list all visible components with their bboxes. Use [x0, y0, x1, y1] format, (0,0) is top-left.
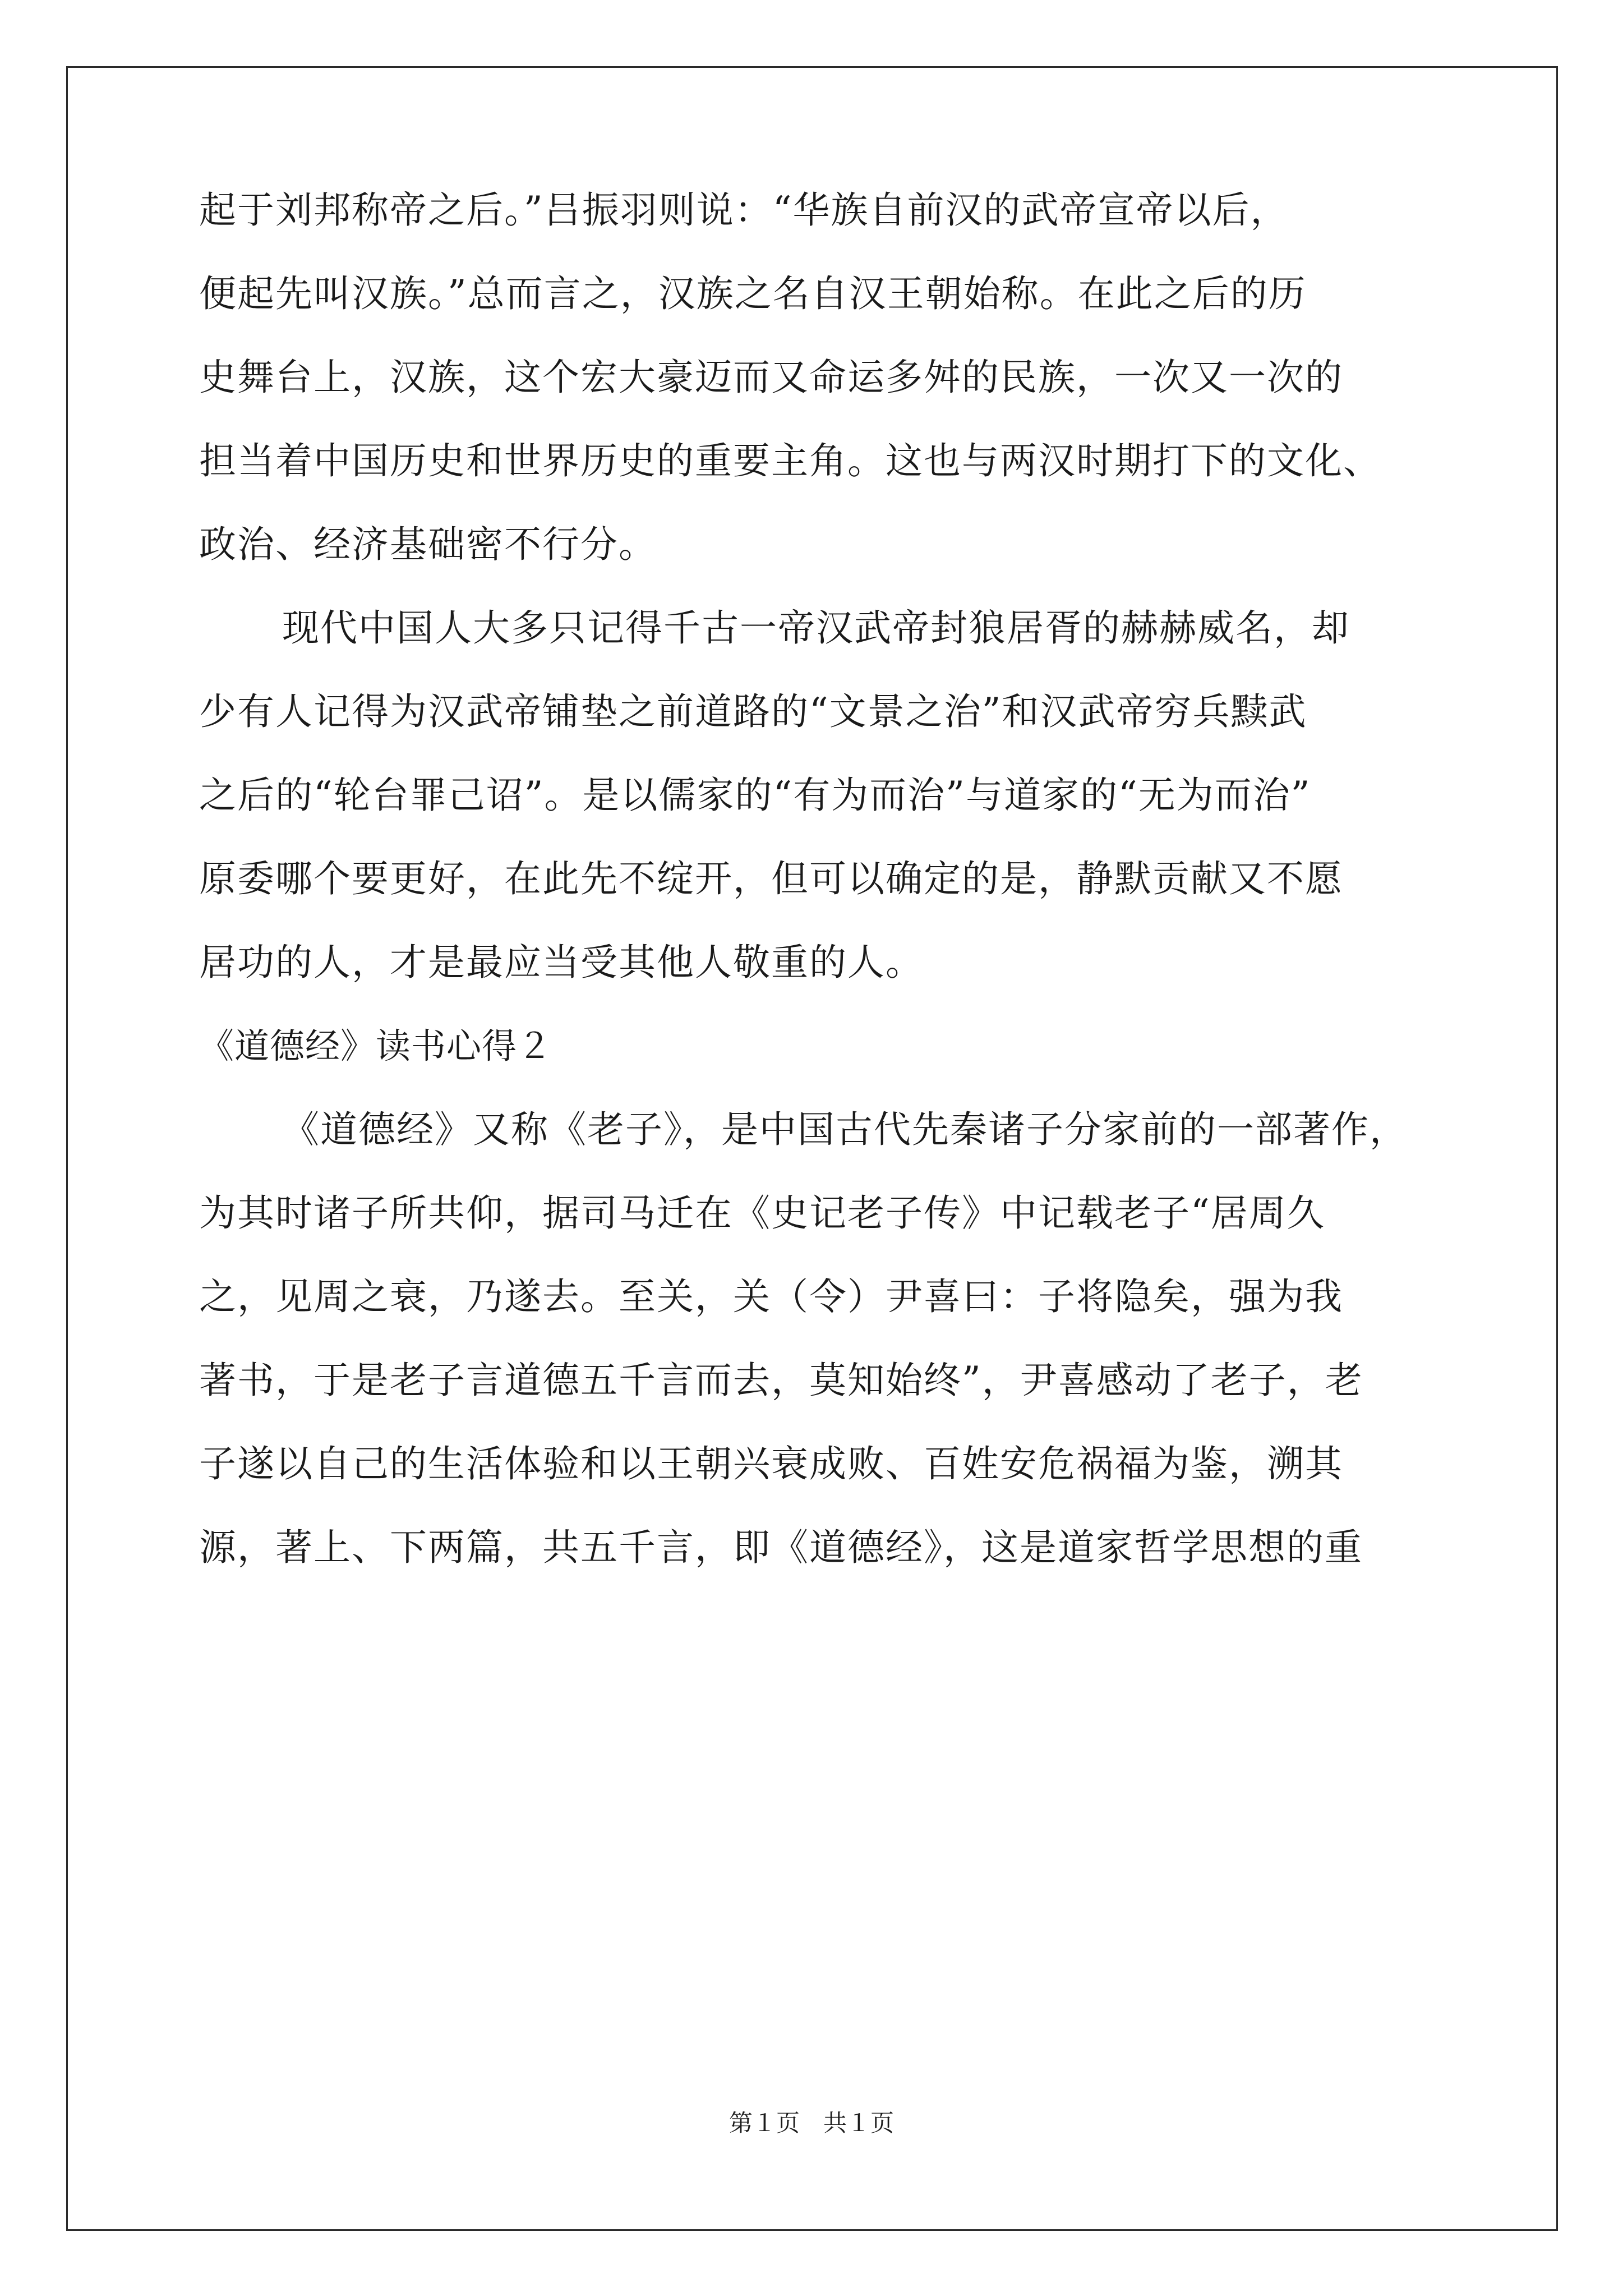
paragraph-line: 史舞台上，汉族，这个宏大豪迈而又命运多舛的民族，一次又一次的 — [199, 356, 1343, 399]
paragraph-1 — [199, 168, 1433, 586]
paragraph-line: 著书，于是老子言道德五千言而去，莫知始终”，尹喜感动了老子，老 — [199, 1359, 1363, 1402]
page-footer: 第１页 共１页 — [728, 2109, 894, 2137]
paragraph-line: 《道德经》又称《老子》，是中国古代先秦诸子分家前的一部著作， — [282, 1108, 1408, 1151]
paragraph-line: 子遂以自己的生活体验和以王朝兴衰成败、百姓安危祸福为鉴，溯其 — [199, 1442, 1343, 1485]
paragraph-line: 起于刘邦称帝之后。”吕振羽则说：“华族自前汉的武帝宣帝以后， — [199, 188, 1289, 232]
paragraph-line: 原委哪个要更好，在此先不绽开，但可以确定的是，静默贡献又不愿 — [199, 857, 1343, 900]
paragraph-2 — [199, 586, 1433, 1004]
paragraph-line: 居功的人，才是最应当受其他人敬重的人。 — [199, 941, 924, 984]
section-heading: 《道德经》读书心得２ — [199, 1025, 553, 1066]
paragraph-line: 现代中国人大多只记得千古一帝汉武帝封狼居胥的赫赫威名，却 — [282, 606, 1350, 650]
paragraph-line: 政治、经济基础密不行分。 — [199, 523, 657, 566]
paragraph-3 — [199, 1088, 1433, 1589]
paragraph-line: 担当着中国历史和世界历史的重要主角。这也与两汉时期打下的文化、 — [199, 439, 1381, 482]
paragraph-line: 之后的“轮台罪己诏”。是以儒家的“有为而治”与道家的“无为而治” — [199, 774, 1311, 817]
paragraph-line: 少有人记得为汉武帝铺垫之前道路的“文景之治”和汉武帝穷兵黩武 — [199, 690, 1307, 733]
paragraph-line: 为其时诸子所共仰，据司马迁在《史记老子传》中记载老子“居周久 — [199, 1191, 1325, 1235]
paragraph-line: 之，见周之衰，乃遂去。至关，关（令）尹喜曰：子将隐矣，强为我 — [199, 1275, 1343, 1318]
paragraph-line: 源，著上、下两篇，共五千言，即《道德经》，这是道家哲学思想的重 — [199, 1526, 1363, 1569]
document-body — [199, 168, 1433, 1589]
paragraph-line: 便起先叫汉族。”总而言之，汉族之名自汉王朝始称。在此之后的历 — [199, 272, 1307, 315]
